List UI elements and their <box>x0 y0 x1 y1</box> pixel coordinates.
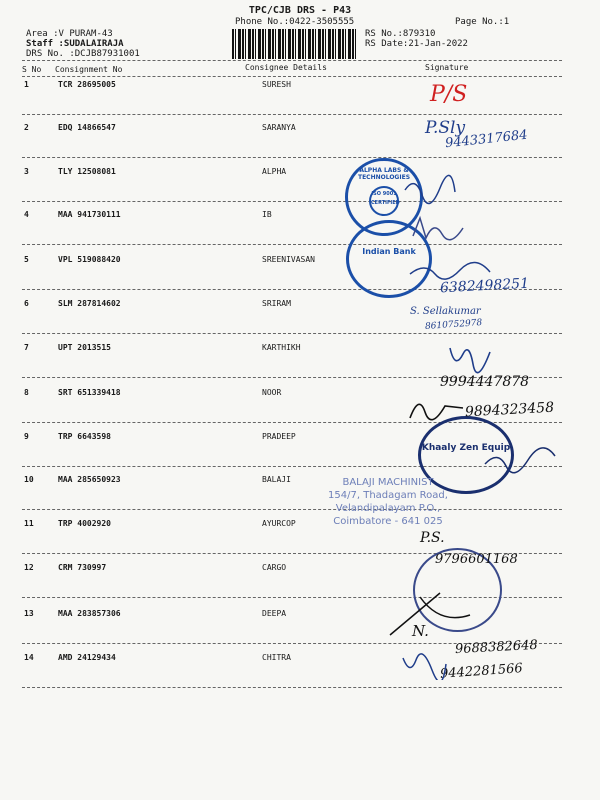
row-consignee: IB <box>262 210 272 219</box>
row-divider <box>22 333 562 334</box>
signature-5-scribble <box>405 258 495 282</box>
drs-number: DRS No. :DCJB87931001 <box>26 49 140 59</box>
row-consignee: CHITRA <box>262 653 291 662</box>
row-consignment: TRP 6643598 <box>58 432 111 441</box>
row-sno: 1 <box>24 80 29 89</box>
area-label: Area :V PURAM-43 <box>26 29 113 39</box>
signature-12-phone: 9796601168 <box>435 552 518 567</box>
signature-8-scribble <box>405 390 465 424</box>
header-divider-top <box>22 60 562 61</box>
signature-8b-phone: 9894323458 <box>464 399 555 421</box>
signature-12-scribble <box>380 585 490 640</box>
balaji-machinist-stamp <box>308 476 468 528</box>
signature-8-phone: 9994447878 <box>440 374 530 390</box>
row-consignee: NOOR <box>262 388 282 397</box>
row-sno: 7 <box>24 343 29 352</box>
signature-2: P.Sly <box>425 118 466 138</box>
row-consignee: DEEPA <box>262 609 287 618</box>
column-consignment: Consignment No <box>55 65 123 74</box>
signature-1: P/S <box>430 82 468 107</box>
column-signature: Signature <box>425 63 469 72</box>
row-consignee: PRADEEP <box>262 432 296 441</box>
row-sno: 9 <box>24 432 29 441</box>
row-consignment: EDQ 14866547 <box>58 123 116 132</box>
row-consignment: AMD 24129434 <box>58 653 116 662</box>
document-title: TPC/CJB DRS - P43 <box>248 5 352 16</box>
row-consignment: CRM 730997 <box>58 563 107 572</box>
row-consignee: SREENIVASAN <box>262 255 315 264</box>
balaji-line-4: Coimbatore - 641 025 <box>333 516 443 527</box>
column-consignee: Consignee Details <box>245 63 327 72</box>
row-consignment: MAA 941730111 <box>58 210 121 219</box>
balaji-line-2: 154/7, Thadagam Road, <box>328 490 448 501</box>
row-sno: 3 <box>24 167 29 176</box>
row-consignee: CARGO <box>262 563 287 572</box>
row-consignee: KARTHIKH <box>262 343 301 352</box>
row-sno: 6 <box>24 299 29 308</box>
row-consignment: MAA 285650923 <box>58 475 121 484</box>
row-sno: 5 <box>24 255 29 264</box>
row-sno: 14 <box>24 653 34 662</box>
row-divider <box>22 201 562 202</box>
row-consignment: TCR 28695005 <box>58 80 116 89</box>
signature-9-scribble <box>480 446 560 476</box>
row-consignee: AYURCOP <box>262 519 296 528</box>
row-sno: 13 <box>24 609 34 618</box>
row-consignee: SURESH <box>262 80 291 89</box>
row-divider <box>22 114 562 115</box>
row-consignee: SRIRAM <box>262 299 291 308</box>
indian-bank-stamp: Indian Bank <box>346 220 432 298</box>
row-divider <box>22 687 562 688</box>
alpha-labs-stamp: ALPHA LABS & TECHNOLOGIES ISO 9001 CERTIFIED <box>345 158 423 236</box>
signature-6-phone: 8610752978 <box>424 318 483 332</box>
iso-seal: ISO 9001 CERTIFIED <box>369 186 399 216</box>
signature-13: N. <box>412 622 429 640</box>
row-divider <box>22 157 562 158</box>
row-divider <box>22 509 562 510</box>
phone-number: Phone No.:0422-3505555 <box>235 17 355 27</box>
row-sno: 8 <box>24 388 29 397</box>
row-sno: 11 <box>24 519 34 528</box>
rs-number: RS No.:879310 <box>365 29 436 39</box>
row-sno: 12 <box>24 563 34 572</box>
signature-4-scribble <box>408 210 468 246</box>
row-consignee: BALAJI <box>262 475 291 484</box>
row-consignee: ALPHA <box>262 167 287 176</box>
row-consignment: TLY 12508081 <box>58 167 116 176</box>
signature-14-scribble <box>398 650 448 680</box>
signature-7-scribble <box>445 340 495 376</box>
rs-date: RS Date:21-Jan-2022 <box>365 39 468 49</box>
staff-label: Staff :SUDALAIRAJA <box>26 39 124 49</box>
row-consignment: TRP 4002920 <box>58 519 111 528</box>
signature-3-scribble <box>400 170 460 210</box>
row-sno: 4 <box>24 210 29 219</box>
row-sno: 2 <box>24 123 29 132</box>
row-consignee: SARANYA <box>262 123 296 132</box>
row-consignment: SLM 287814602 <box>58 299 121 308</box>
signature-11: P.S. <box>420 530 445 546</box>
signature-6: S. Sellakumar <box>410 306 481 317</box>
row-consignment: VPL 519088420 <box>58 255 121 264</box>
row-sno: 10 <box>24 475 34 484</box>
row-consignment: UPT 2013515 <box>58 343 111 352</box>
barcode <box>232 29 357 59</box>
page-number: Page No.:1 <box>455 17 510 27</box>
signature-2-phone: 9443317684 <box>444 127 529 152</box>
signature-5-phone: 6382498251 <box>439 275 530 297</box>
row-consignment: MAA 283857306 <box>58 609 121 618</box>
row-consignment: SRT 651339418 <box>58 388 121 397</box>
column-sno: S No <box>22 65 42 74</box>
balaji-line-1: BALAJI MACHINIST <box>342 477 434 488</box>
khaaly-zen-stamp: Khaaly Zen Equip <box>418 416 514 494</box>
signature-14-phone: 9688382648 <box>454 637 539 658</box>
header-divider-bottom <box>22 76 562 77</box>
row-divider <box>22 244 562 245</box>
balaji-line-3: Velandipalayam P.O., <box>335 503 441 514</box>
signature-14b-phone: 9442281566 <box>439 661 524 682</box>
